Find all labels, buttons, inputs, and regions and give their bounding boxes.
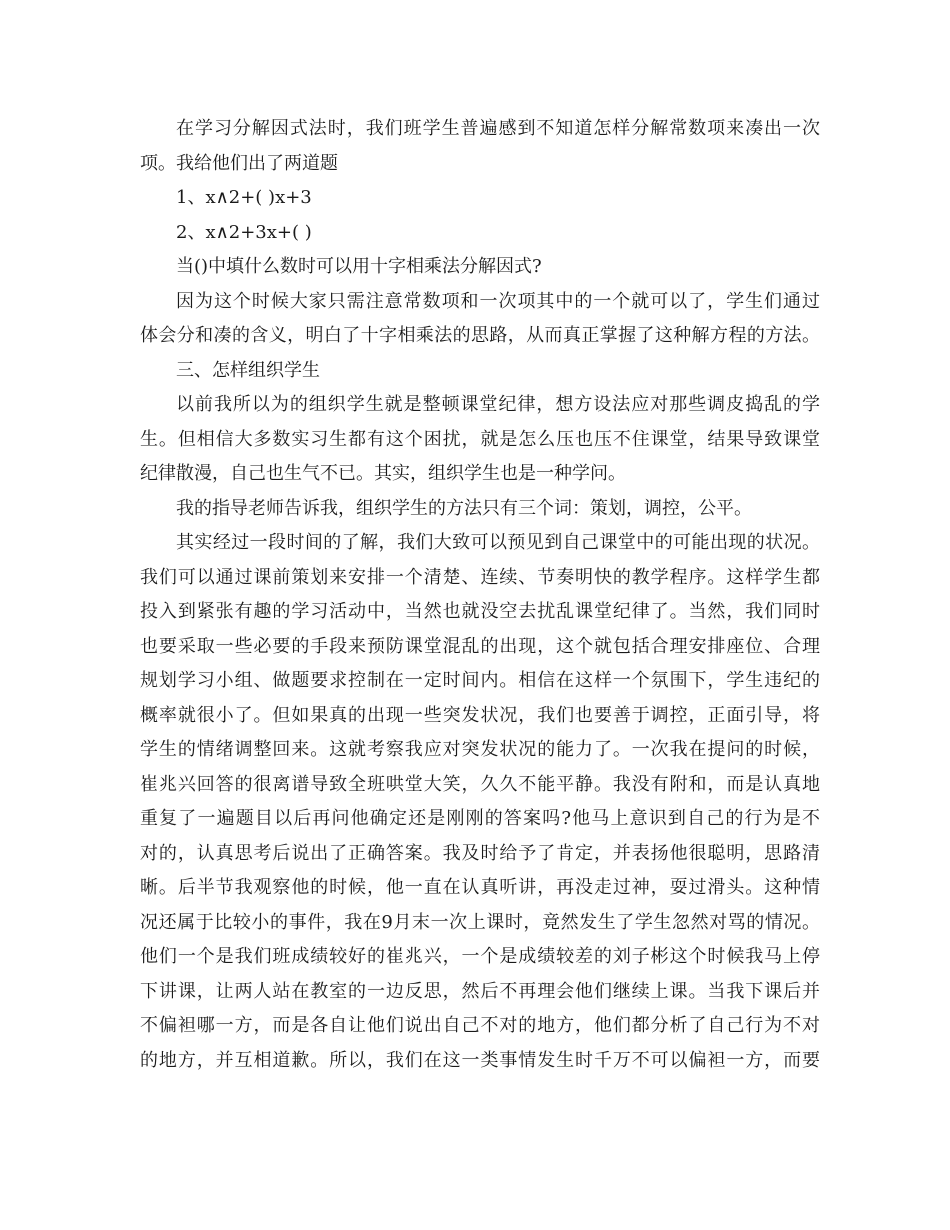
text-line: 1、x∧2+( )x+3 — [176, 187, 312, 208]
text-line: 下讲课，让两人站在教室的一边反思，然后不再理会他们继续上课。当我下课后并 — [140, 980, 820, 1002]
text-line: 以前我所以为的组织学生就是整顿课堂纪律，想方设法应对那些调皮捣乱的学 — [176, 394, 820, 415]
text-line: 2、x∧2+3x+( ) — [176, 221, 312, 243]
text-line: 纪律散漫，自己也生气不已。其实，组织学生也是一种学问。 — [140, 463, 626, 484]
text-line: 在学习分解因式法时，我们班学生普遍感到不知道怎样分解常数项来凑出一次 — [176, 118, 820, 139]
text-line: 重复了一遍题目以后再问他确定还是刚刚的答案吗?他马上意识到自己的行为是不 — [140, 808, 820, 829]
text-line: 晰。后半节我观察他的时候，他一直在认真听讲，再没走过神，耍过滑头。这种情 — [140, 877, 820, 898]
text-line: 况还属于比较小的事件，我在9月末一次上课时，竟然发生了学生忽然对骂的情况。 — [140, 911, 820, 933]
text-line: 学生的情绪调整回来。这就考察我应对突发状况的能力了。一次我在提问的时候， — [140, 739, 820, 760]
text-line: 当()中填什么数时可以用十字相乘法分解因式? — [176, 256, 542, 277]
text-line: 不偏袒哪一方，而是各自让他们说出自己不对的地方，他们都分析了自己行为不对 — [140, 1015, 820, 1036]
text-line: 崔兆兴回答的很离谱导致全班哄堂大笑，久久不能平静。我没有附和，而是认真地 — [140, 773, 820, 795]
text-line: 我们可以通过课前策划来安排一个清楚、连续、节奏明快的教学程序。这样学生都 — [140, 566, 820, 588]
text-line: 对的，认真思考后说出了正确答案。我及时给予了肯定，并表扬他很聪明，思路清 — [140, 842, 820, 864]
text-line: 概率就很小了。但如果真的出现一些突发状况，我们也要善于调控，正面引导，将 — [140, 704, 820, 726]
text-line: 生。但相信大多数实习生都有这个困扰，就是怎么压也压不住课堂，结果导致课堂 — [140, 428, 820, 450]
document-page — [140, 112, 820, 1078]
text-line: 他们一个是我们班成绩较好的崔兆兴，一个是成绩较差的刘子彬这个时候我马上停 — [140, 946, 820, 967]
text-line: 项。我给他们出了两道题 — [140, 152, 338, 174]
text-line: 因为这个时候大家只需注意常数项和一次项其中的一个就可以了，学生们通过 — [176, 290, 820, 312]
text-line: 规划学习小组、做题要求控制在一定时间内。相信在这样一个氛围下，学生违纪的 — [140, 670, 820, 691]
text-line: 三、怎样组织学生 — [176, 359, 320, 381]
text-line: 我的指导老师告诉我，组织学生的方法只有三个词：策划，调控，公平。 — [176, 497, 752, 519]
text-line: 也要采取一些必要的手段来预防课堂混乱的出现，这个就包括合理安排座位、合理 — [140, 635, 820, 657]
text-line: 其实经过一段时间的了解，我们大致可以预见到自己课堂中的可能出现的状况。 — [176, 532, 820, 553]
text-line: 的地方，并互相道歉。所以，我们在这一类事情发生时千万不可以偏袒一方，而要 — [140, 1049, 820, 1071]
text-line: 投入到紧张有趣的学习活动中，当然也就没空去扰乱课堂纪律了。当然，我们同时 — [140, 601, 820, 622]
text-line: 体会分和凑的含义，明白了十字相乘法的思路，从而真正掌握了这种解方程的方法。 — [140, 325, 820, 346]
